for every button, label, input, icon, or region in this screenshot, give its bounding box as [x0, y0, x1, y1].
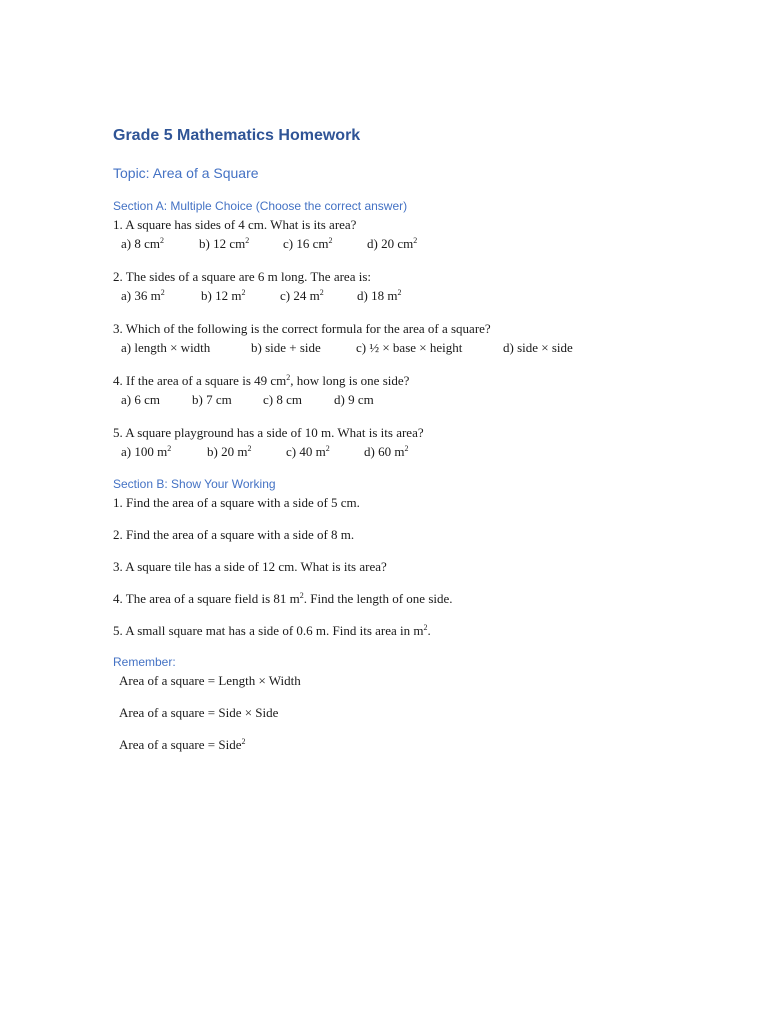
- topic-heading: Topic: Area of a Square: [113, 165, 259, 181]
- section-b-heading: Section B: Show Your Working: [113, 477, 276, 491]
- option-c: c) ½ × base × height: [356, 340, 463, 355]
- option-a: a) 8 $cm^2$: [121, 236, 164, 251]
- option-d: d) 18 $m^2$: [357, 288, 402, 303]
- section-b-items: [113, 493, 733, 641]
- option-b: b) 12 $m^2$: [201, 288, 246, 303]
- mc-question-4: [113, 371, 733, 409]
- option-a: a) 6 cm: [121, 392, 160, 407]
- question-text: 4. If the area of a square is 49 $cm^2$, how long is one side?: [113, 373, 410, 388]
- answer-options: [113, 235, 733, 253]
- answer-options: [113, 443, 733, 461]
- formula-rule-3: Area of a square = Side$^2$: [119, 737, 246, 752]
- mc-question-5: [113, 423, 733, 461]
- option-a: a) 36 $m^2$: [121, 288, 165, 303]
- remember-rules: [113, 671, 733, 755]
- remember-heading: Remember:: [113, 655, 176, 669]
- option-b: b) side + side: [251, 340, 321, 355]
- mc-question-2: [113, 267, 733, 305]
- working-question-5: 5. A small square mat has a side of 0.6 m. Find its area in $m^2$.: [113, 623, 431, 638]
- section-a-heading: Section A: Multiple Choice (Choose the correct answer): [113, 199, 408, 213]
- option-c: c) 24 $m^2$: [280, 288, 324, 303]
- option-d: d) 20 $cm^2$: [367, 236, 418, 251]
- mc-question-3: [113, 319, 733, 357]
- answer-options: [113, 287, 733, 305]
- homework-page: [113, 124, 733, 767]
- formula-rule-2: Area of a square = Side × Side: [119, 705, 279, 720]
- option-a: a) length × width: [121, 340, 211, 355]
- answer-options: [113, 339, 733, 357]
- working-question-1: 1. Find the area of a square with a side of 5 cm.: [113, 495, 360, 510]
- option-b: b) 20 $m^2$: [207, 444, 252, 459]
- page-title: Grade 5 Mathematics Homework: [113, 127, 361, 144]
- question-text: 5. A square playground has a side of 10 m. What is its area?: [113, 425, 424, 440]
- question-text: 2. The sides of a square are 6 m long. The area is:: [113, 269, 371, 284]
- option-d: d) 9 cm: [334, 392, 374, 407]
- option-c: c) 40 $m^2$: [286, 444, 330, 459]
- working-question-4: 4. The area of a square field is 81 $m^2$. Find the length of one side.: [113, 591, 453, 606]
- question-text: 3. Which of the following is the correct formula for the area of a square?: [113, 321, 491, 336]
- option-b: b) 12 $cm^2$: [199, 236, 250, 251]
- formula-rule-1: Area of a square = Length × Width: [119, 673, 301, 688]
- option-d: d) 60 $m^2$: [364, 444, 409, 459]
- option-c: c) 16 $cm^2$: [283, 236, 333, 251]
- mc-question-1: [113, 215, 733, 253]
- option-a: a) 100 $m^2$: [121, 444, 172, 459]
- section-a-questions: [113, 215, 733, 461]
- option-d: d) side × side: [503, 340, 573, 355]
- option-c: c) 8 cm: [263, 392, 302, 407]
- option-b: b) 7 cm: [192, 392, 232, 407]
- answer-options: [113, 391, 733, 409]
- working-question-2: 2. Find the area of a square with a side of 8 m.: [113, 527, 355, 542]
- question-text: 1. A square has sides of 4 cm. What is its area?: [113, 217, 357, 232]
- working-question-3: 3. A square tile has a side of 12 cm. What is its area?: [113, 559, 387, 574]
